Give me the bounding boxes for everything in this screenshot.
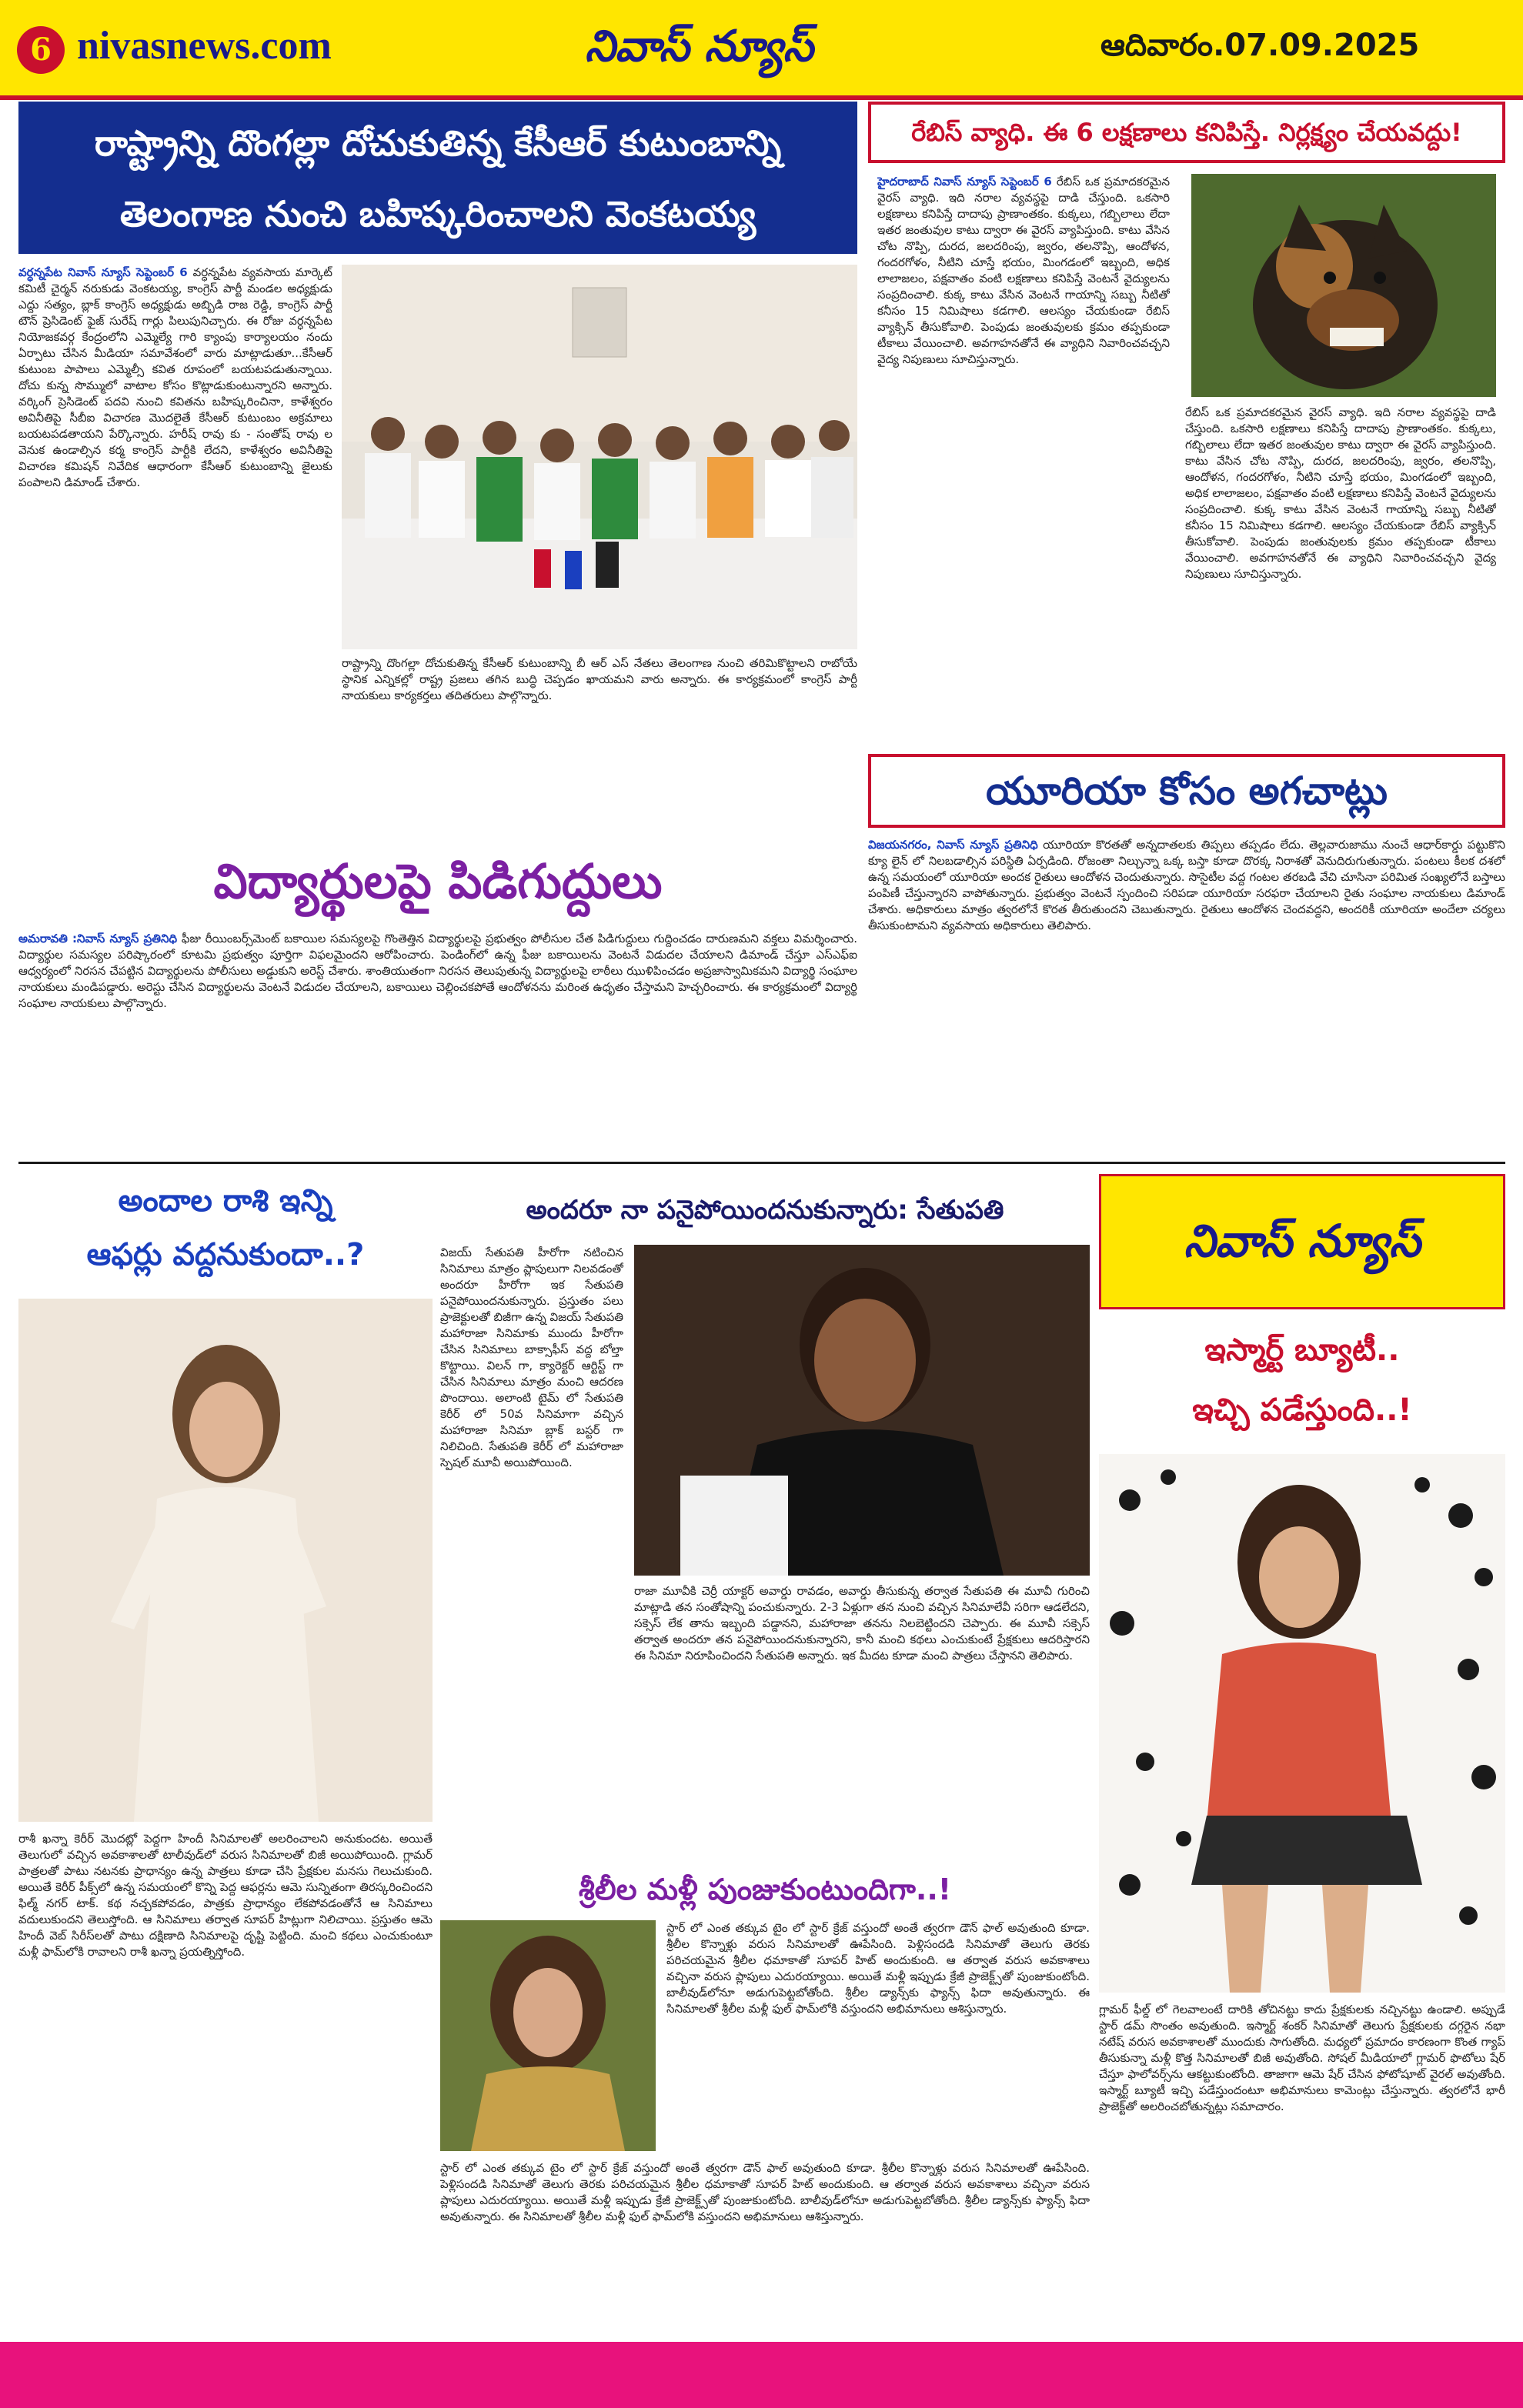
story8-body-right: స్టార్ లో ఎంత తక్కువ టైం లో స్టార్ క్రేజ్ వస్తుందో అంతే త్వరగా డౌన్ ఫాల్ అవుతుంది కూడా. శ్రీలీల కొన్నాళ్లు వరుస సినిమాలతో ఊపేసింది. పెళ్లిసందడి సినిమాతో తెలుగు తెరకు పరిచయమైన శ్రీలీల ధమాకాతో సూపర్ హిట్ అందుకుంది. ఆ తర్వాత వరుస అవకాశాలు వచ్చినా వరుస ప్లాపులు ఎదురయ్యాయి. అయితే మళ్లీ ఇప్పుడు క్రేజీ ప్రాజెక్ట్స్‌తో పుంజుకుంటోంది. బాలీవుడ్‌లోనూ అడుగుపెట్టబోతోంది. శ్రీలీల డ్యాన్స్‌కు ఫ్యాన్స్ ఫిదా అవుతున్నారు. ఈ సినిమాలతో శ్రీలీల మళ్లీ ఫుల్ ఫామ్‌లోకి వస్తుందని అభిమానులు ఆశిస్తున్నారు. [666, 1921, 1090, 2016]
story6-body-left: విజయ్ సేతుపతి హీరోగా నటించిన సినిమాలు మాత్రం ప్లాపులుగా నిలవడంతో అందరూ హీరోగా ఇక సేతుపతి పనైపోయిందనుకున్నారు. ప్రస్తుతం పలు ప్రాజెక్టులతో బిజీగా ఉన్న విజయ్ సేతుపతి మహారాజా సినిమాకు ముందు హీరోగా చేసిన సినిమాలు బాక్సాఫీస్ వద్ద బోల్తా కొట్టాయి. విలన్ గా, క్యారెక్టర్ ఆర్టిస్ట్ గా చేసిన సినిమాలు మాత్రం మంచి ఆదరణ పొందాయి. అలాంటి టైమ్ లో సేతుపతి కెరీర్ లో 50వ సినిమాగా వచ్చిన మహారాజా సినిమా బ్లాక్ బస్టర్ గా నిలిచింది. సేతుపతి కెరీర్ లో మహారాజా స్పెషల్ మూవీ అయిపోయింది. [440, 1246, 623, 1469]
story7-headline [1099, 1320, 1505, 1443]
story1-headline-line1: రాష్ట్రాన్ని దొంగల్లా దోచుకుతిన్న కేసీఆర్ కుటుంబాన్ని [94, 122, 782, 164]
story3-body [868, 837, 1505, 1154]
story1-photo [342, 265, 857, 649]
story2-body-left [877, 174, 1170, 748]
story7-headline-line1: ఇస్మార్ట్ బ్యూటీ.. [1204, 1332, 1400, 1368]
story4-text: ఫీజు రీయింబర్స్‌మెంట్ బకాయిల సమస్యలపై గొంతెత్తిన విద్యార్థులపై ప్రభుత్వం పోలీసుల చేత పిడిగుద్దులు గుద్దించడం దారుణమని వక్తలు విమర్శించారు. విద్యార్థుల సమస్యల పరిష్కారంలో కూటమి ప్రభుత్వం పూర్తిగా విఫలమైందని ఆరోపించారు. పెండింగ్‌లో ఉన్న ఫీజు బకాయిలను వెంటనే విడుదల చేయాలని డిమాండ్ చేస్తూ ఎస్ఎఫ్ఐ ఆధ్వర్యంలో నిరసన చేపట్టిన విద్యార్థులను పోలీసులు అడ్డుకుని అరెస్ట్ చేశారు. శాంతియుతంగా నిరసన తెలుపుతున్న విద్యార్థులపై లాఠీలు ఝుళిపించడం అప్రజాస్వామికమని విద్యార్థి సంఘాల నాయకులు మండిపడ్డారు. అరెస్టు చేసిన విద్యార్థులను వెంటనే విడుదల చేయాలని, బకాయిలు చెల్లించకపోతే ఆందోళనను మరింత ఉధృతం చేస్తామని హెచ్చరించారు. ఈ కార్యక్రమంలో విద్యార్థి సంఘాల నాయకులు పాల్గొన్నారు. [18, 932, 857, 1010]
page-number: 6 [17, 26, 65, 74]
masthead: నివాస్ న్యూస్ [585, 22, 813, 72]
sethupathi-podium-image [634, 1245, 1090, 1576]
page-header [0, 0, 1523, 100]
actress-white-dress-image [18, 1299, 433, 1822]
story2-body-right [1185, 405, 1496, 748]
story5-photo [18, 1299, 433, 1822]
story8-body-bottom [440, 2160, 1090, 2336]
story5-headline [18, 1174, 433, 1289]
story5-body: రాశీ ఖన్నా కెరీర్ మొదట్లో పెద్దగా హిందీ సినిమాలతో అలరించాలని అనుకుందట. అయితే తెలుగులో వచ్చిన అవకాశాలతో టాలీవుడ్‌లో వరుస సినిమాలతో బిజీ అయిపోయింది. గ్లామర్ పాత్రలతో పాటు నటనకు ప్రాధాన్యం ఉన్న పాత్రలు కూడా చేసి ప్రేక్షకుల మనసు గెలుచుకుంది. అయితే కెరీర్ పీక్స్‌లో ఉన్న సమయంలో కొన్ని పెద్ద ఆఫర్లను ఆమె సున్నితంగా తిరస్కరించిందని ఫిల్మ్ నగర్ టాక్. కథ నచ్చకపోవడం, పాత్రకు ప్రాధాన్యం లేకపోవడంతోనే ఆ సినిమాలు వదులుకుందని తెలుస్తోంది. ఆ సినిమాలు తర్వాత సూపర్ హిట్లుగా నిలిచాయి. ప్రస్తుతం ఆమె హిందీ వెబ్ సిరీస్‌లతో పాటు దక్షిణాది సినిమాలపై దృష్టి పెట్టింది. మంచి కథలు ఎంచుకుంటూ మళ్లీ ఫామ్‌లోకి రావాలని రాశీ ఖన్నా ప్రయత్నిస్తోంది. [18, 1832, 433, 1959]
press-meet-photo [342, 265, 857, 649]
issue-date: ఆదివారం.07.09.2025 [1101, 28, 1420, 63]
story2-text-continued: రేబిస్ ఒక ప్రమాదకరమైన వైరస్ వ్యాధి. ఇది నరాల వ్యవస్థపై దాడి చేస్తుంది. ఒకసారి లక్షణాలు కనిపిస్తే దాదాపు ప్రాణాంతకం. కుక్కలు, గబ్బిలాలు లేదా ఇతర జంతువుల కాటు ద్వారా ఈ వైరస్ వ్యాపిస్తుంది. కాటు వేసిన చోట నొప్పి, దురద, జలదరింపు, జ్వరం, తలనొప్పి, ఆందోళన, గందరగోళం, నీటిని చూస్తే భయం, మింగడంలో ఇబ్బంది, అధిక లాలాజలం, పక్షవాతం వంటి లక్షణాలు కనిపిస్తే వెంటనే వైద్యులను సంప్రదించాలి. కుక్క కాటు వేసిన వెంటనే గాయాన్ని సబ్బు నీటితో కనీసం 15 నిమిషాలు కడగాలి. ఆలస్యం చేయకుండా రేబిస్ వ్యాక్సిన్ తీసుకోవాలి. పెంపుడు జంతువులకు క్రమం తప్పకుండా టీకాలు వేయించాలి. అవగాహనతోనే ఈ వ్యాధిని నివారించవచ్చని వైద్య నిపుణులు సూచిస్తున్నారు. [1185, 405, 1496, 581]
story8-headline: శ్రీలీల మళ్లీ పుంజుకుంటుందిగా..! [440, 1865, 1090, 1914]
site-name[interactable]: nivasnews.com [77, 24, 332, 68]
story1-headline-line2: తెలంగాణ నుంచి బహిష్కరించాలని వెంకటయ్య [119, 193, 756, 235]
story3-text: యూరియా కొరతతో అన్నదాతలకు తిప్పలు తప్పడం లేదు. తెల్లవారుజాము నుంచే ఆధార్‌కార్డు పట్టుకొని క్యూ లైన్ లో నిలబడాల్సిన పరిస్థితి ఏర్పడింది. రోజంతా నిల్చున్నా ఒక్క బస్తా కూడా దొరక్క నిరాశతో వెనుదిరుగుతున్నారు. పంటలు కీలక దశలో ఉన్న సమయంలో యూరియా అందక రైతులు ఆందోళన చెందుతున్నారు. సొసైటీల వద్ద గంటల తరబడి వేచి చూసినా పరిమిత సంఖ్యలోనే బస్తాలు పంపిణీ చేస్తున్నారని వాపోతున్నారు. ప్రభుత్వం వెంటనే స్పందించి సరిపడా యూరియా సరఫరా చేయాలని రైతు సంఘాల నాయకులు డిమాండ్ చేశారు. అధికారులు మాత్రం త్వరలోనే కొరత తీరుతుందని చెబుతున్నారు. రైతులు ఆందోళన చెందవద్దని, అందరికీ యూరియా అందేలా చర్యలు తీసుకుంటామని వ్యవసాయ అధికారులు తెలిపారు. [868, 838, 1505, 932]
story5-headline-line1: అందాల రాశి ఇన్ని [118, 1183, 333, 1219]
story2-text: రేబిస్ ఒక ప్రమాదకరమైన వైరస్ వ్యాధి. ఇది నరాల వ్యవస్థపై దాడి చేస్తుంది. ఒకసారి లక్షణాలు కనిపిస్తే దాదాపు ప్రాణాంతకం. కుక్కలు, గబ్బిలాలు లేదా ఇతర జంతువుల కాటు ద్వారా ఈ వైరస్ వ్యాపిస్తుంది. కాటు వేసిన చోట నొప్పి, దురద, జలదరింపు, జ్వరం, తలనొప్పి, ఆందోళన, గందరగోళం, నీటిని చూస్తే భయం, మింగడంలో ఇబ్బంది, అధిక లాలాజలం, పక్షవాతం వంటి లక్షణాలు కనిపిస్తే వెంటనే వైద్యులను సంప్రదించాలి. కుక్క కాటు వేసిన వెంటనే గాయాన్ని సబ్బు నీటితో కనీసం 15 నిమిషాలు కడగాలి. ఆలస్యం చేయకుండా రేబిస్ వ్యాక్సిన్ తీసుకోవాలి. పెంపుడు జంతువులకు క్రమం తప్పకుండా టీకాలు వేయించాలి. అవగాహనతోనే ఈ వ్యాధిని నివారించవచ్చని వైద్య నిపుణులు సూచిస్తున్నారు. [877, 175, 1170, 366]
story7-masthead-box [1099, 1174, 1505, 1309]
section-divider [18, 1162, 1505, 1164]
story4-body [18, 931, 857, 1154]
story2-dateline: హైదరాబాద్ నివాస్ న్యూస్ సెప్టెంబర్ 6 [877, 175, 1052, 188]
sreeleela-image [440, 1920, 656, 2151]
story4-headline: విద్యార్థులపై పిడిగుద్దులు [18, 840, 857, 923]
story7-masthead: నివాస్ న్యూస్ [1184, 1215, 1421, 1267]
story1-caption: రాష్ట్రాన్ని దొంగల్లా దోచుకుతిన్న కేసీఆర్ కుటుంబాన్ని బీ ఆర్ ఎస్ నేతలు తెలంగాణ నుంచి తరిమికొట్టాలని రాబోయే స్థానిక ఎన్నికల్లో రాష్ట్ర ప్రజలు తగిన బుద్ధి చెప్పడం ఖాయమని వారు అన్నారు. ఈ కార్యక్రమంలో కాంగ్రెస్ పార్టీ నాయకులు కార్యకర్తలు తదితరులు పాల్గొన్నారు. [342, 656, 857, 702]
story2-photo [1191, 174, 1496, 397]
story3-dateline: విజయనగరం, నివాస్ న్యూస్ ప్రతినిధి [868, 838, 1038, 852]
story7-photo [1099, 1454, 1505, 1993]
story5-headline-line2: ఆఫర్లు వద్దనుకుందా..? [86, 1237, 365, 1272]
page-footer-band [0, 2342, 1523, 2408]
story6-body-right: రాజా మూవీకి చెర్రీ యాక్టర్ అవార్డు రావడం, అవార్డు తీసుకున్న తర్వాత సేతుపతి ఈ మూవీ గురించి మాట్లాడి తన సంతోషాన్ని పంచుకున్నారు. 2-3 ఏళ్లుగా తన నుంచి వచ్చిన సినిమాలేవీ సరిగా ఆడలేదని, సక్సెస్ లేక తాను ఇబ్బంది పడ్డానని, మహారాజా తనను నిలబెట్టిందని చెప్పారు. ఈ మూవీ సక్సెస్ తర్వాత అందరూ తన పనైపోయిందనుకున్నారని, కానీ మంచి కథలు ఎంచుకుంటే ప్రేక్షకులు ఆదరిస్తారని ఈ సినిమా నిరూపించిందని సేతుపతి అన్నారు. ఇక మీదట కూడా మంచి పాత్రలు చేస్తానని తెలిపారు. [634, 1584, 1090, 1663]
story2-headline: రేబిస్ వ్యాధి. ఈ 6 లక్షణాలు కనిపిస్తే. నిర్లక్ష్యం చేయవద్దు! [868, 102, 1505, 163]
nabha-natesh-image [1099, 1454, 1505, 1993]
story6-photo [634, 1245, 1090, 1576]
story1-body [18, 265, 332, 826]
story3-headline: యూరియా కోసం అగచాట్లు [868, 754, 1505, 828]
story8-text-continued: స్టార్ లో ఎంత తక్కువ టైం లో స్టార్ క్రేజ్ వస్తుందో అంతే త్వరగా డౌన్ ఫాల్ అవుతుంది కూడా. శ్రీలీల కొన్నాళ్లు వరుస సినిమాలతో ఊపేసింది. పెళ్లిసందడి సినిమాతో తెలుగు తెరకు పరిచయమైన శ్రీలీల ధమాకాతో సూపర్ హిట్ అందుకుంది. ఆ తర్వాత వరుస అవకాశాలు వచ్చినా వరుస ప్లాపులు ఎదురయ్యాయి. అయితే మళ్లీ ఇప్పుడు క్రేజీ ప్రాజెక్ట్స్‌తో పుంజుకుంటోంది. బాలీవుడ్‌లోనూ అడుగుపెట్టబోతోంది. శ్రీలీల డ్యాన్స్‌కు ఫ్యాన్స్ ఫిదా అవుతున్నారు. ఈ సినిమాలతో శ్రీలీల మళ్లీ ఫుల్ ఫామ్‌లోకి వస్తుందని అభిమానులు ఆశిస్తున్నారు. [440, 2161, 1090, 2223]
angry-dog-image [1191, 174, 1496, 397]
story1-text: వర్ధన్నపేట వ్యవసాయ మార్కెట్ కమిటీ చైర్మన్ నరుకుడు వెంకటయ్య, కాంగ్రెస్ పార్టీ మండల అధ్యక్షుడు ఎద్దు సత్యం, బ్లాక్ కాంగ్రెస్ అధ్యక్షుడు అబ్బిడి రాజ రెడ్డి, కాంగ్రెస్ పార్టీ టౌన్ ప్రెసిడెంట్ ఫైజ్ సురేష్ గార్లు పిలుపునిచ్చారు. ఈ రోజు వర్ధన్నపేట నియోజకవర్గ కేంద్రంలోని ఎమ్మెల్యే గారి క్యాంపు కార్యాలయం నందు ఏర్పాటు చేసిన మీడియా సమావేశంలో వారు మాట్లాడుతూ...కేసీఆర్ కుటుంబ పాపాలు ఎమ్మెల్సీ కవిత రూపంలో బయటపడుతున్నాయి. దోచు కున్న సొమ్ములో వాటాల కోసం కొట్లాడుకుంటున్నారని అన్నారు. వర్కింగ్ ప్రెసిడెంట్ పదవి నుంచి కవితను బహిష్కరించినా, కాళేశ్వరం అవినీతిపై సీబీఐ విచారణ మొదలైతే కేసీఆర్ కుటుంబం అక్రమాలు బయటపడతాయని పేర్కొన్నారు. హరీష్ రావు కు - సంతోష్ రావు ల వెనుక ఉండాల్సిన కర్మ కాంగ్రెస్ పార్టీకి లేదని, కాళేశ్వరం అవినీతిపై విచారణ కమిషన్ నివేదిక ఆధారంగా కేసీఆర్ కుటుంబాన్ని జైలుకు పంపాలని డిమాండ్ చేశారు. [18, 265, 332, 489]
story1-headline [18, 102, 857, 254]
story7-body: గ్లామర్ ఫీల్డ్ లో గెలవాలంటే దారికి తోచినట్టు కాదు ప్రేక్షకులకు నచ్చినట్టు ఉండాలి. అప్పుడే స్టార్ డమ్ సొంతం అవుతుంది. ఇస్మార్ట్ శంకర్ సినిమాతో తెలుగు ప్రేక్షకులకు దగ్గరైన నభా నటేష్ వరుస అవకాశాలతో ముందుకు సాగుతోంది. మధ్యలో ప్రమాదం కారణంగా కొంత గ్యాప్ తీసుకున్నా మళ్లీ కొత్త సినిమాలతో బిజీ అవుతోంది. సోషల్ మీడియాలో గ్లామర్ ఫొటోలు షేర్ చేస్తూ ఫాలోవర్స్‌ను ఆకట్టుకుంటోంది. తాజాగా ఆమె షేర్ చేసిన ఫోటోషూట్ వైరల్ అవుతోంది. ఇస్మార్ట్ బ్యూటీ ఇచ్చి పడేస్తుందంటూ అభిమానులు కామెంట్లు చేస్తున్నారు. త్వరలోనే భారీ ప్రాజెక్ట్‌తో అలరించబోతున్నట్లు సమాచారం. [1099, 2003, 1505, 2113]
story8-photo [440, 1920, 656, 2151]
story1-dateline: వర్ధన్నపేట నివాస్ న్యూస్ సెప్టెంబర్ 6 [18, 265, 188, 279]
story6-headline: అందరూ నా పనైపోయిందనుకున్నారు: సేతుపతి [440, 1185, 1090, 1236]
story7-headline-line2: ఇచ్చి పడేస్తుంది..! [1192, 1392, 1412, 1428]
story4-dateline: అమరావతి :నివాస్ న్యూస్ ప్రతినిధి [18, 932, 178, 946]
